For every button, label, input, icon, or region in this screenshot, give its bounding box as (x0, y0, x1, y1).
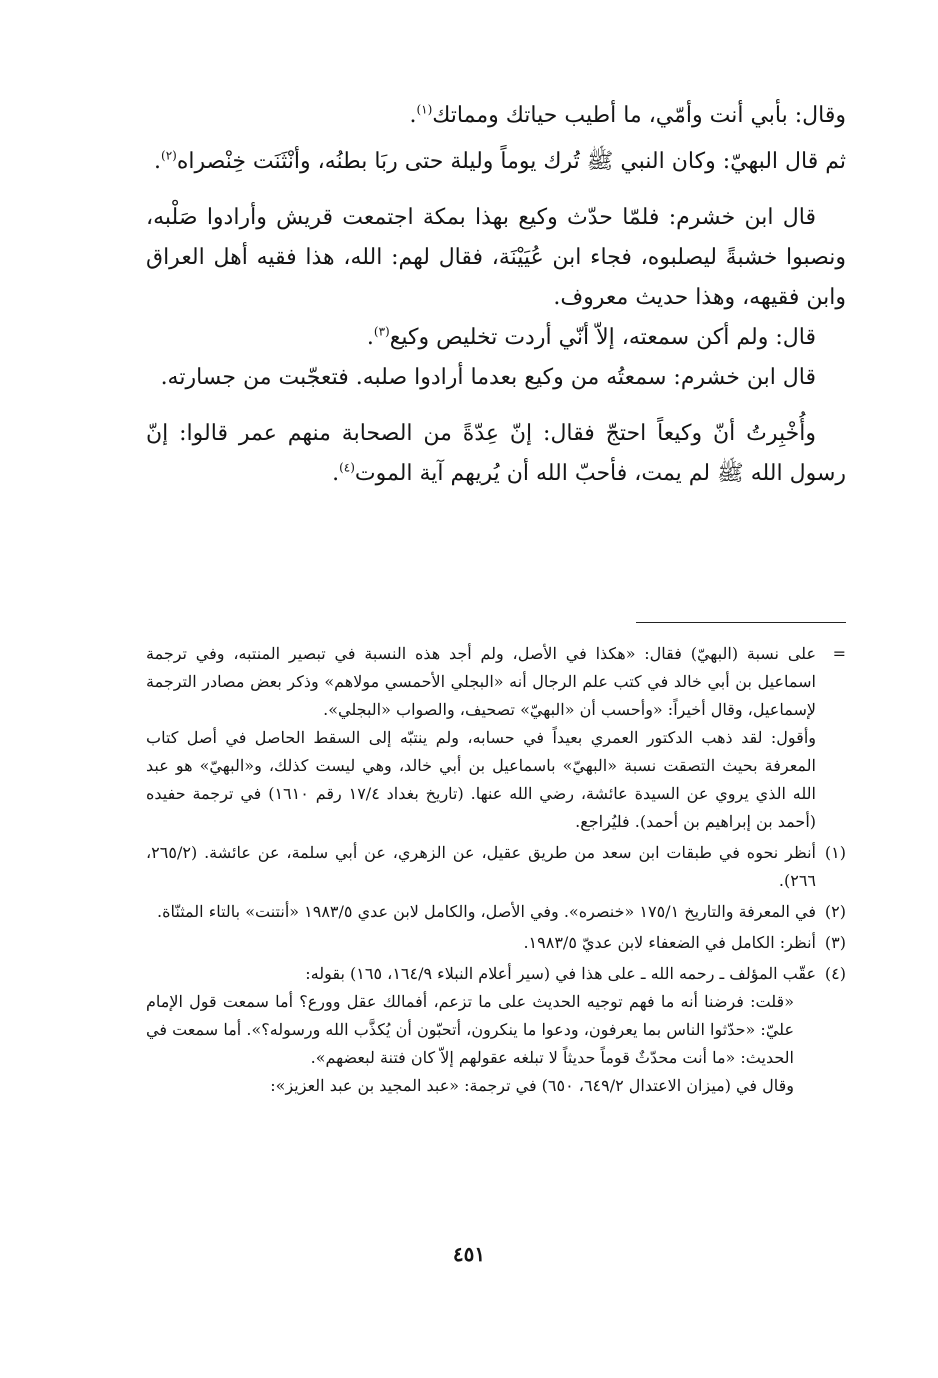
paragraph-4: قال: ولم أكن سمعته، إلاّ أنّي أردت تخليص وكيع$^{(٣)}$. (366, 324, 816, 350)
continuation-marker: = (832, 644, 846, 663)
page-number: ٤٥١ (452, 1242, 486, 1266)
footnote-continued (146, 640, 846, 836)
main-text (146, 96, 846, 494)
footnote-continued-text-1: على نسبة (البهيّ) فقال: «هكذا في الأصل، ولم أجد هذه النسبة في تبصير المنتبه، وفي ترجمة اسماعيل بن أبي خالد في كتب علم الرجال أنه «البجلي الأحمسي مولاهم» وذكر بعض مصادر الترجمة لإسماعيل، وقال أخيراً: «وأحسب أن «البهيّ» تصحيف، والصواب «البجلي». (146, 644, 816, 719)
footnote-continued-text-2: وأقول: لقد ذهب الدكتور العمري بعيداً في حسابه، ولم ينتبّه إلى السقط الحاصل في أصل كتاب المعرفة بحيث التصقت نسبة «البهيّ» باسماعيل بن أبي خالد، وهي ليست كذلك، و«البهيّ» هو عبد الله الذي يروي عن السيدة عائشة، رضي الله عنها. (تاريخ بغداد ١٧/٤ رقم ١٦١٠) في ترجمة حفيده (أحمد بن إبراهيم بن أحمد). فليُراجع. (146, 728, 816, 831)
footnote-text-1: أنظر نحوه في طبقات ابن سعد من طريق عقيل، عن الزهري، عن أبي سلمة، عن عائشة. (٢٦٥/٢، ٢٦٦). (146, 843, 816, 890)
footnote-number-4: (٤) (824, 964, 846, 983)
footnote-2 (146, 898, 846, 926)
footnote-text-4c: وقال في (ميزان الاعتدال ٦٤٩/٢، ٦٥٠) في ترجمة: «عبد المجيد بن عبد العزيز»: (270, 1076, 794, 1095)
paragraph-6: وأُخْبِرتُ أنّ وكيعاً احتجّ فقال: إنّ عِدّةً من الصحابة منهم عمر قالوا: إنّ رسول الله ﷺ لم يمت، فأحبّ الله أن يُريهم آية الموت$^{(٤)}$. (146, 421, 846, 486)
footnote-text-4b: «قلت: فرضنا أنه ما فهم توجيه الحديث على ما تزعم، أفمالك عقل وورع؟ أما سمعت قول الإمام عليّ: «حدّثوا الناس بما يعرفون، ودعوا ما ينكرون، أتحبّون أن يُكذَّب الله ورسوله؟». أما سمعت في الحديث: «ما أنت محدّثٌ قوماً حديثاً لا تبلغه عقولهم إلاّ كان فتنة لبعضهم». (146, 992, 794, 1067)
footnote-number-2: (٢) (824, 902, 846, 921)
footnote-4 (146, 960, 846, 1100)
footnote-text-4a: عقّب المؤلف ـ رحمه الله ـ على هذا في (سير أعلام النبلاء ١٦٤/٩، ١٦٥) بقوله: (305, 964, 816, 983)
footnote-text-3: أنظر: الكامل في الضعفاء لابن عديّ ١٩٨٣/٥. (523, 933, 816, 952)
footnote-separator (636, 622, 846, 623)
paragraph-1: وقال: بأبي أنت وأمّي، ما أطيب حياتك ومماتك$^{(١)}$. (409, 102, 846, 128)
footnote-ref-1[interactable]: (١) (416, 102, 433, 117)
paragraph-2: ثم قال البهيّ: وكان النبي ﷺ تُرك يوماً وليلة حتى ربَا بطنُه، وأنْثَنَت خِنْصراه$^{(٢)}$. (154, 148, 846, 174)
footnote-number-3: (٣) (824, 933, 846, 952)
paragraph-5: قال ابن خشرم: سمعتُه من وكيع بعدما أرادوا صلبه. فتعجّبت من جسارته. (160, 365, 816, 390)
footnote-text-2: في المعرفة والتاريخ ١٧٥/١ «خنصره». وفي الأصل، والكامل لابن عدي ١٩٨٣/٥ «أنتنت» بالتاء المثنّاة. (157, 902, 816, 921)
footnote-1 (146, 839, 846, 895)
footnotes (146, 640, 846, 1103)
paragraph-3: قال ابن خشرم: فلمّا حدّث وكيع بهذا بمكة اجتمعت قريش وأرادوا صَلْبه، ونصبوا خشبةً ليصلبوه، فجاء ابن عُيَيْنَة، فقال لهم: الله، هذا فقيه أهل العراق وابن فقيهه، وهذا حديث معروف. (146, 205, 846, 310)
footnote-3 (146, 929, 846, 957)
footnote-ref-3[interactable]: (٣) (373, 324, 390, 339)
footnote-ref-4[interactable]: (٤) (339, 460, 355, 475)
footnote-number-1: (١) (824, 843, 846, 862)
footnote-ref-2[interactable]: (٢) (161, 148, 177, 163)
